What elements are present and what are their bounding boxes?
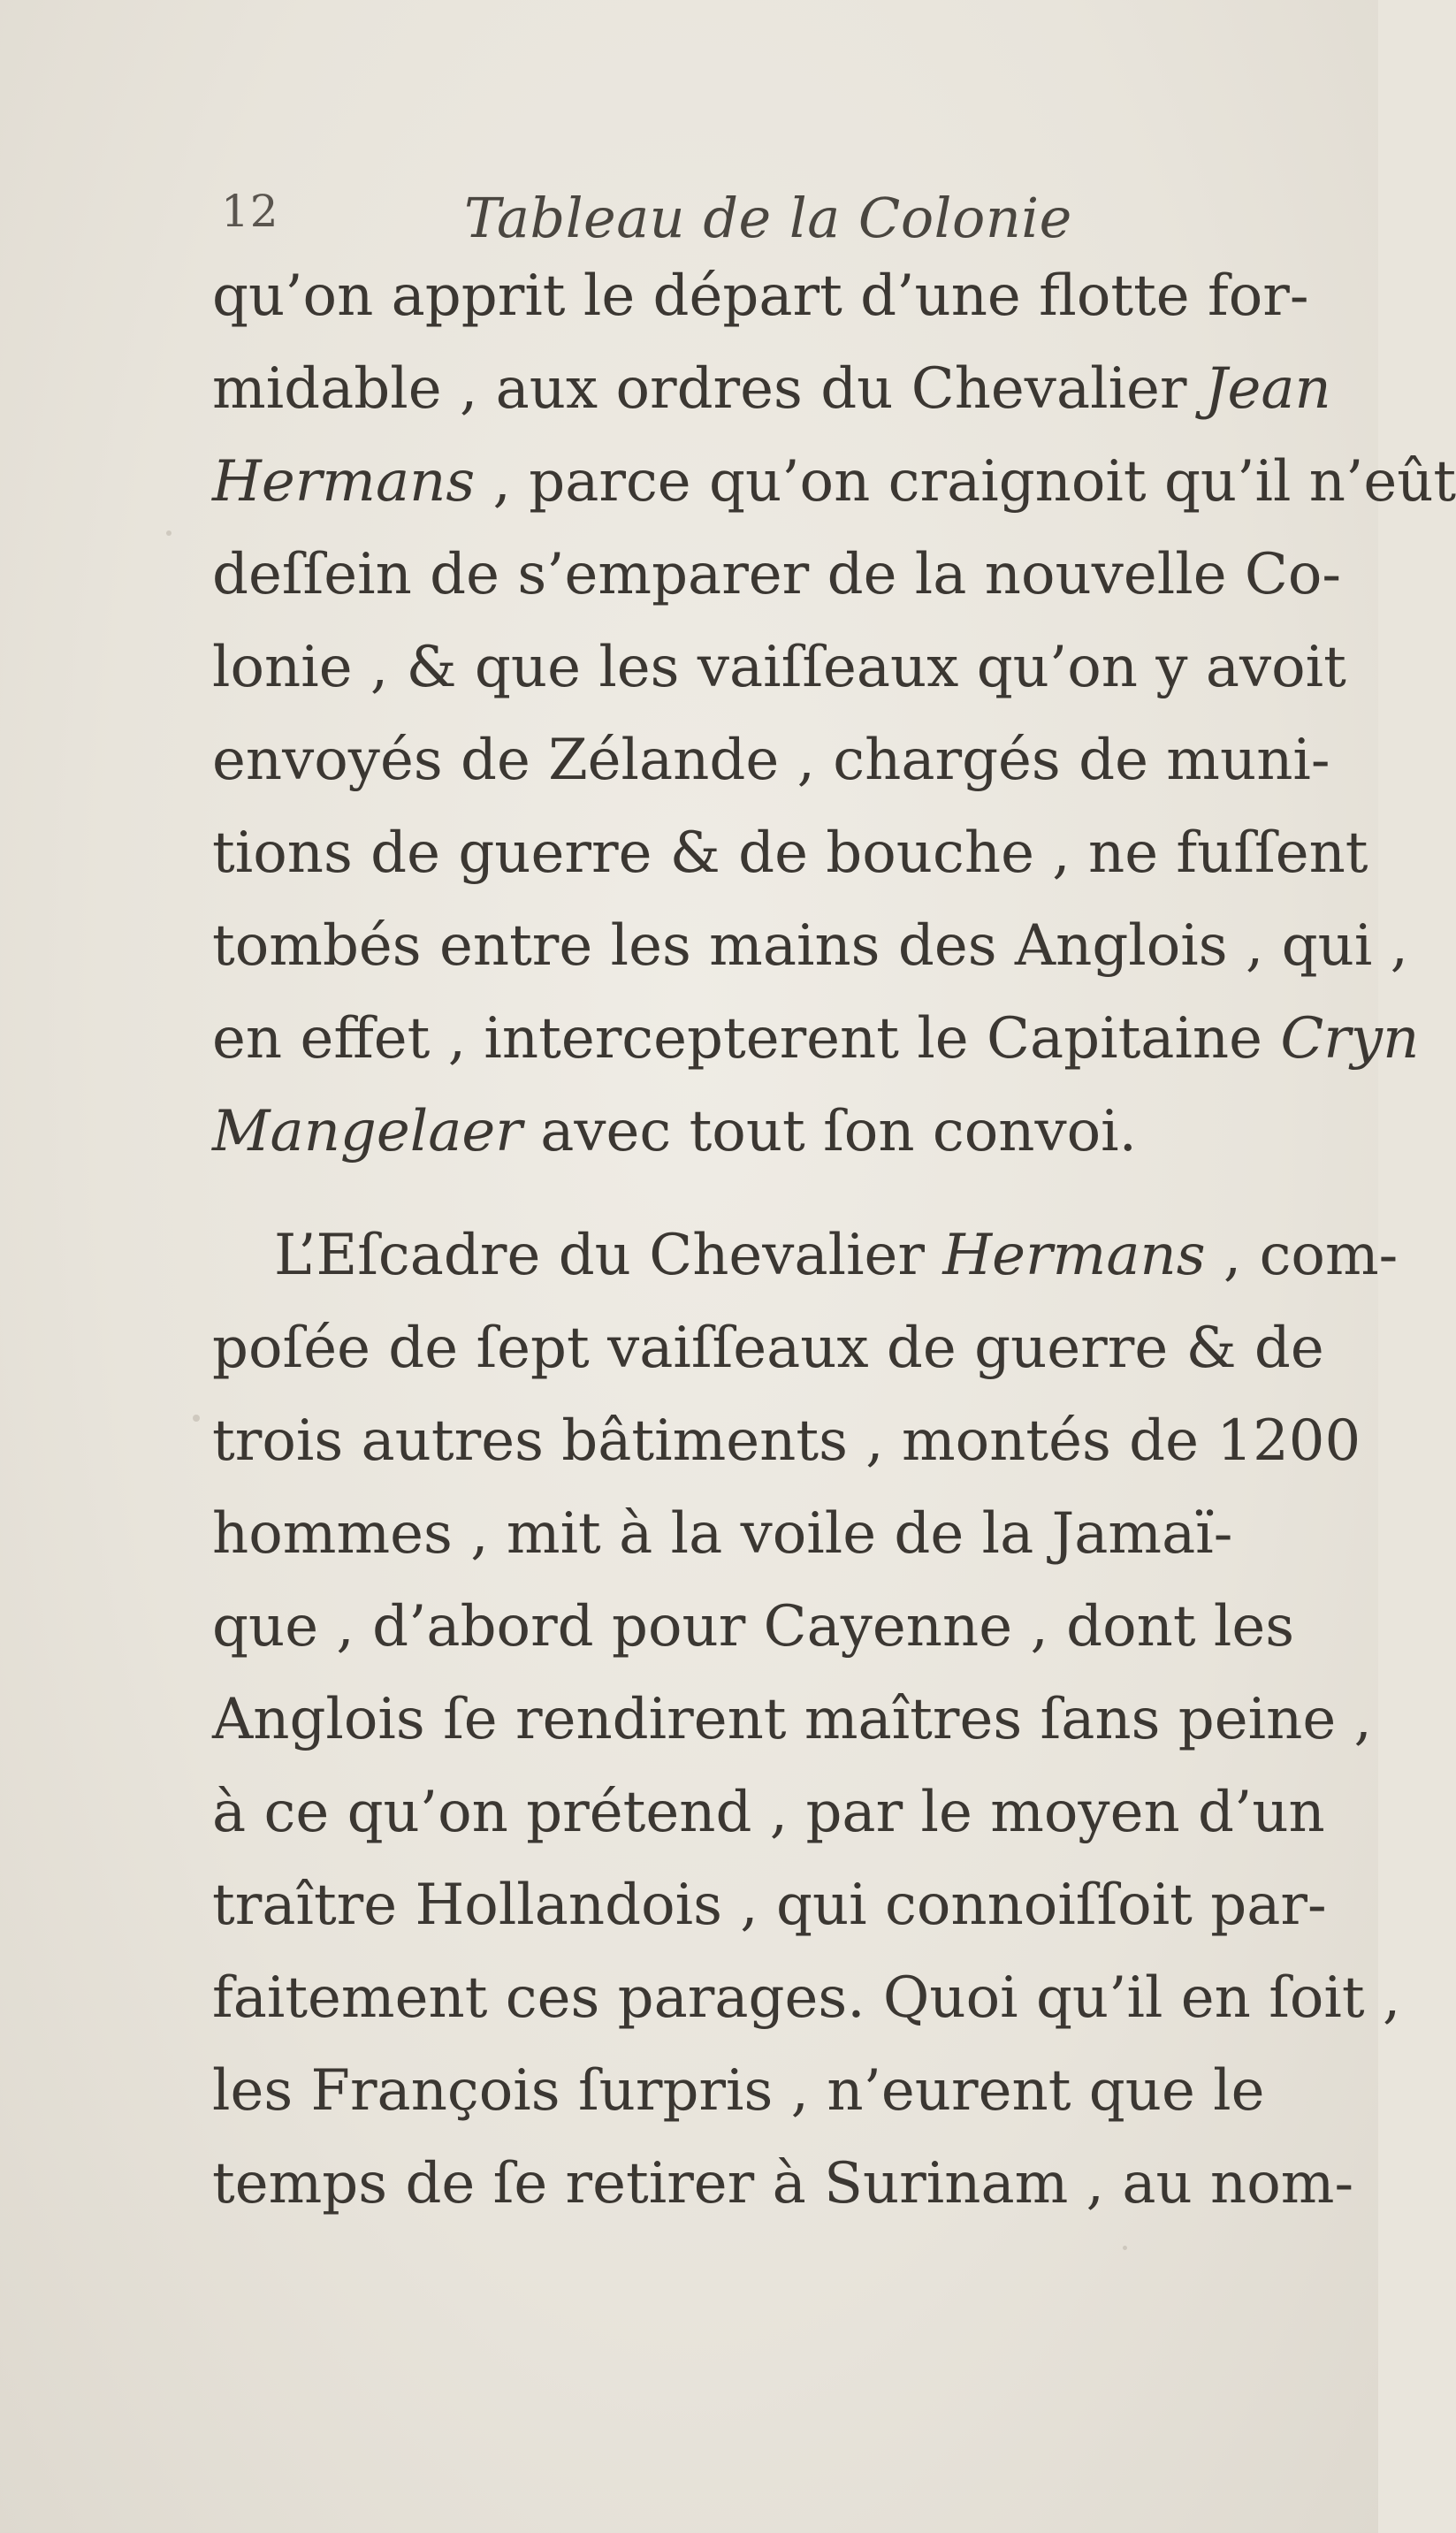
text-line: les François ſurpris , n’eurent que le xyxy=(212,2058,1265,2124)
person-name: Cryn xyxy=(1280,1006,1420,1072)
foxing-spot xyxy=(193,1415,200,1422)
text-line: traître Hollandois , qui connoiſſoit par- xyxy=(212,1873,1327,1938)
text-line: midable , aux ordres du Chevalier Jean xyxy=(212,356,1331,422)
text-line: tombés entre les mains des Anglois , qui , xyxy=(212,913,1408,979)
text-line: lonie , & que les vaiſſeaux qu’on y avoit xyxy=(212,635,1346,700)
foxing-spot xyxy=(166,530,172,536)
text-line: hommes , mit à la voile de la Jamaï- xyxy=(212,1501,1233,1567)
text-line: Mangelaer avec tout ſon convoi. xyxy=(212,1099,1137,1164)
text-line: en effet , intercepterent le Capitaine Cryn xyxy=(212,1006,1420,1072)
text-line: que , d’abord pour Cayenne , dont les xyxy=(212,1594,1295,1659)
person-name: Mangelaer xyxy=(212,1099,522,1164)
text-line: à ce qu’on prétend , par le moyen d’un xyxy=(212,1780,1325,1845)
text-line: deſſein de s’emparer de la nouvelle Co- xyxy=(212,542,1342,607)
person-name: Hermans xyxy=(212,449,476,515)
person-name: Jean xyxy=(1204,356,1331,422)
page-header xyxy=(0,186,1378,256)
text-line: L’Eſcadre du Chevalier Hermans , com- xyxy=(274,1223,1399,1288)
text-line: faitement ces parages. Quoi qu’il en ſoit , xyxy=(212,1965,1401,2031)
text-line: tions de guerre & de bouche , ne fuſſent xyxy=(212,820,1368,886)
page-number: 12 xyxy=(221,186,279,237)
person-name: Hermans xyxy=(942,1223,1206,1288)
text-line: temps de ſe retirer à Surinam , au nom- xyxy=(212,2151,1354,2216)
text-line: envoyés de Zélande , chargés de muni- xyxy=(212,728,1330,793)
text-line: Anglois ſe rendirent maîtres ſans peine , xyxy=(212,1687,1372,1752)
text-line: poſée de ſept vaiſſeaux de guerre & de xyxy=(212,1316,1324,1381)
text-line: trois autres bâtiments , montés de 1200 xyxy=(212,1408,1361,1474)
foxing-spot xyxy=(1123,2246,1127,2250)
running-title: Tableau de la Colonie xyxy=(464,186,1072,250)
text-line: qu’on apprit le départ d’une flotte for- xyxy=(212,263,1309,329)
text-line: Hermans , parce qu’on craignoit qu’il n’eût xyxy=(212,449,1456,515)
